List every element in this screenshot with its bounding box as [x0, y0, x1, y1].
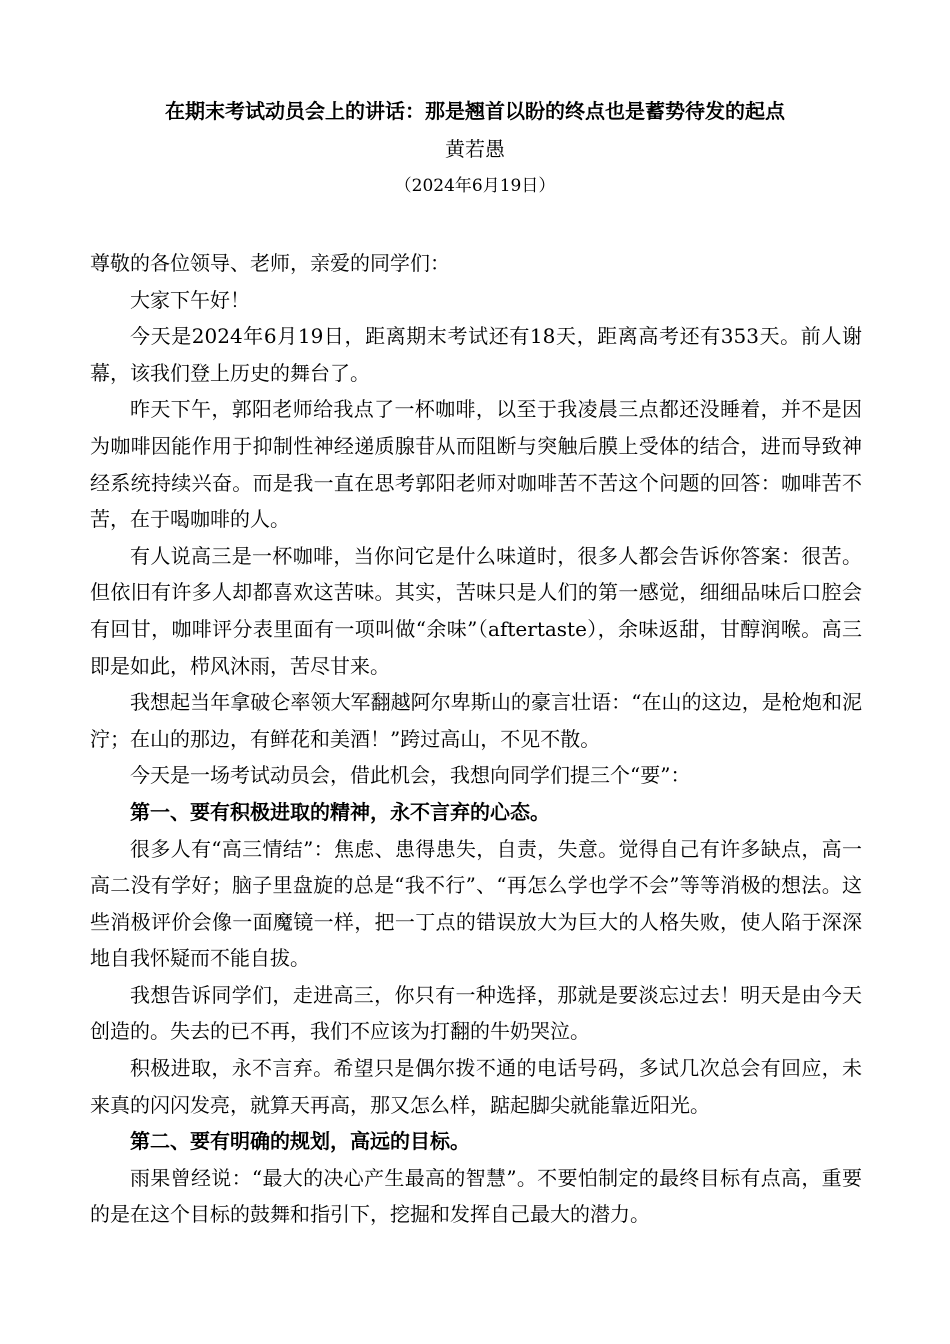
paragraph: 昨天下午，郭阳老师给我点了一杯咖啡，以至于我凌晨三点都还没睡着，并不是因为咖啡因能作用于抑制性神经递质腺苷从而阻断与突触后膜上受体的结合，进而导致神经系统持续兴奋。而是我一直在思考郭阳老师对咖啡苦不苦这个问题的回答：咖啡苦不苦，在于喝咖啡的人。: [90, 397, 862, 532]
document-title: 在期末考试动员会上的讲话：那是翘首以盼的终点也是蓄势待发的起点: [165, 99, 785, 123]
document-body: [90, 245, 862, 1233]
document-date: （2024年6月19日）: [394, 176, 556, 196]
section-heading: 第二、要有明确的规划，高远的目标。: [130, 1129, 470, 1154]
document-author: 黄若愚: [445, 137, 505, 161]
paragraph: 积极进取，永不言弃。希望只是偶尔拨不通的电话号码，多试几次总会有回应，未来真的闪闪发亮，就算天再高，那又怎么样，踮起脚尖就能靠近阳光。: [90, 1056, 862, 1117]
paragraph: 今天是一场考试动员会，借此机会，我想向同学们提三个“要”：: [130, 763, 691, 788]
salutation: 尊敬的各位领导、老师，亲爱的同学们：: [90, 251, 450, 275]
paragraph: 今天是2024年6月19日，距离期末考试还有18天，距离高考还有353天。前人谢幕，该我们登上历史的舞台了。: [90, 324, 862, 385]
paragraph: 雨果曾经说：“最大的决心产生最高的智慧”。不要怕制定的最终目标有点高，重要的是在这个目标的鼓舞和指引下，挖掘和发挥自己最大的潜力。: [90, 1165, 862, 1227]
paragraph: 我想起当年拿破仑率领大军翻越阿尔卑斯山的豪言壮语：“在山的这边，是枪炮和泥泞；在山的那边，有鲜花和美酒！”跨过高山，不见不散。: [90, 690, 862, 751]
paragraph-greeting: 大家下午好！: [130, 287, 250, 312]
paragraph: 很多人有“高三情结”：焦虑、患得患失，自责，失意。觉得自己有许多缺点，高一高二没有学好；脑子里盘旋的总是“我不行”、“再怎么学也学不会”等等消极的想法。这些消极评价会像一面魔镜一样，把一丁点的错误放大为巨大的人格失败，使人陷于深深地自我怀疑而不能自拔。: [90, 836, 862, 971]
paragraph: 我想告诉同学们，走进高三，你只有一种选择，那就是要淡忘过去！明天是由今天创造的。失去的已不再，我们不应该为打翻的牛奶哭泣。: [90, 982, 862, 1044]
section-heading: 第一、要有积极进取的精神，永不言弃的心态。: [130, 799, 550, 824]
paragraph: 有人说高三是一杯咖啡，当你问它是什么味道时，很多人都会告诉你答案：很苦。但依旧有许多人却都喜欢这苦味。其实，苦味只是人们的第一感觉，细细品味后口腔会有回甘，咖啡评分表里面有一项叫做“余味”（aftertaste），余味返甜，甘醇润喉。高三即是如此，栉风沐雨，苦尽甘来。: [90, 543, 862, 678]
